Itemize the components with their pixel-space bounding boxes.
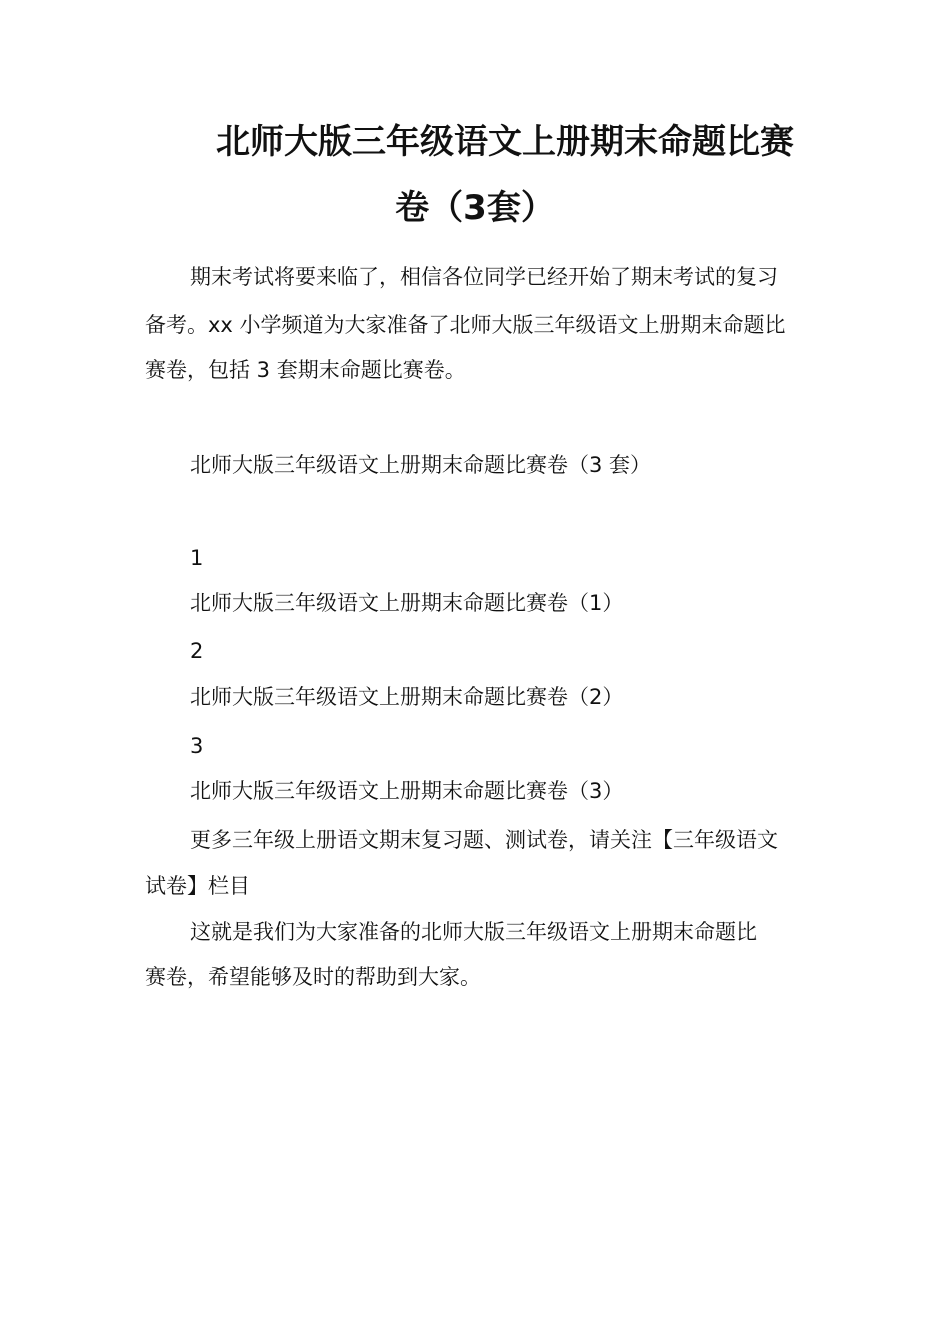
list-item-label-3: 北师大版三年级语文上册期末命题比赛卷（3） [190,779,624,803]
document-title-line-2: 卷（3套） [395,188,555,228]
closing-line-2: 赛卷，希望能够及时的帮助到大家。 [145,965,481,989]
list-item-label-1: 北师大版三年级语文上册期末命题比赛卷（1） [190,591,624,615]
intro-line-2: 备考。xx 小学频道为大家准备了北师大版三年级语文上册期末命题比 [145,313,786,337]
more-line-1: 更多三年级上册语文期末复习题、测试卷，请关注【三年级语文 [190,828,778,852]
list-item-number-1: 1 [190,546,204,570]
list-item-number-2: 2 [190,639,204,663]
intro-line-3: 赛卷，包括 3 套期末命题比赛卷。 [145,358,466,382]
subheading: 北师大版三年级语文上册期末命题比赛卷（3 套） [190,453,652,477]
list-item-number-3: 3 [190,734,204,758]
intro-line-1: 期末考试将要来临了，相信各位同学已经开始了期末考试的复习 [190,265,778,289]
list-item-label-2: 北师大版三年级语文上册期末命题比赛卷（2） [190,685,624,709]
document-title-line-1: 北师大版三年级语文上册期末命题比赛 [216,122,794,162]
closing-line-1: 这就是我们为大家准备的北师大版三年级语文上册期末命题比 [190,920,757,944]
more-line-2: 试卷】栏目 [145,874,250,898]
